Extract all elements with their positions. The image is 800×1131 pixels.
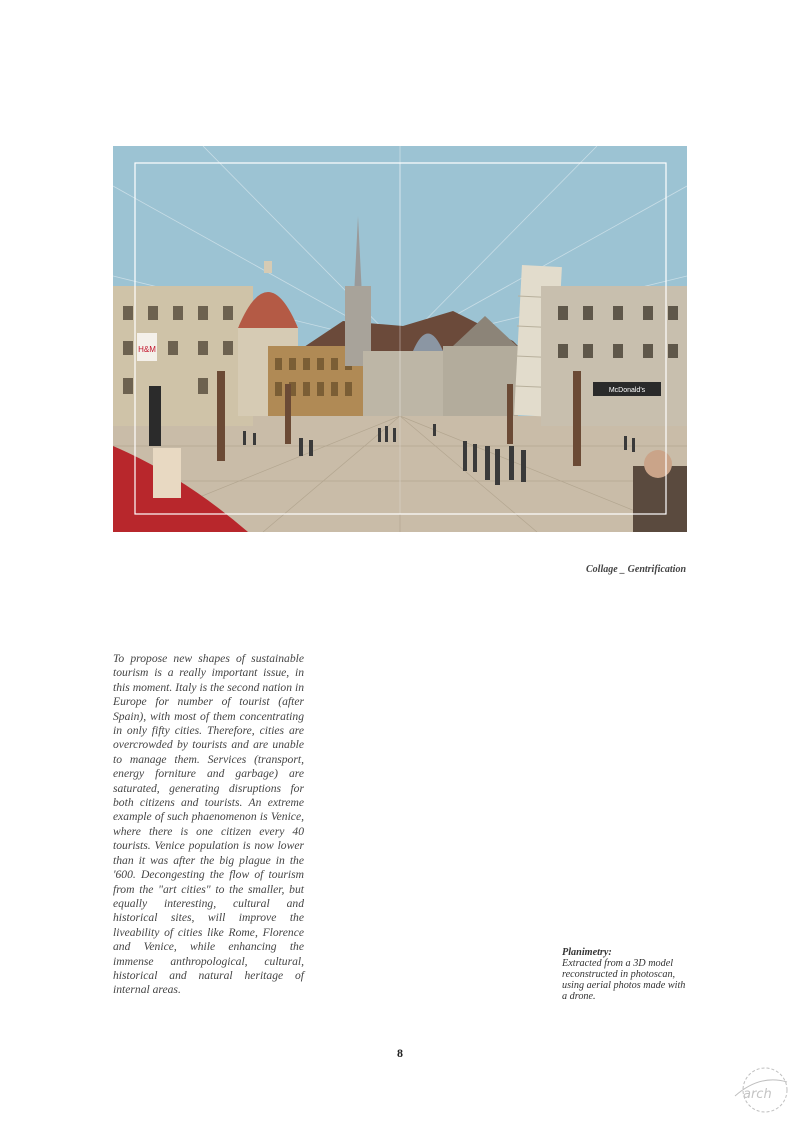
svg-text:McDonald's: McDonald's [608, 387, 646, 394]
watermark-logo [725, 1062, 795, 1122]
page-number: 8 [397, 1046, 403, 1060]
planimetry-title: Planimetry: [562, 947, 612, 958]
image-caption: Collage _ Gentrification [586, 564, 686, 575]
collage-image [113, 146, 687, 532]
body-paragraph: To propose new shapes of sustainable tourism is a really important issue, in this moment. Italy is the second nation in Europe for number of tourist (after Spain), with most of them concentrating in only fifty cities. Therefore, cities are overcrowded by tourists and are unable to manage them. Services (transport, energy forniture and garbage) are saturated, generating disruptions for both citizens and tourists. An extreme example of such phaenomenon is Venice, where there is one citizen every 40 tourists. Venice population is now lower than it was after the big plague in the '600. Decongesting the flow of tourism from the "art cities" to the smaller, but equally interesting, cultural and historical sites, will improve the liveability of cities like Rome, Florence and Venice, while enhancing the immense anthropological, cultural, historical and natural heritage of internal areas. [113, 652, 304, 997]
svg-text:H&M: H&M [138, 345, 156, 354]
planimetry-note [562, 947, 692, 1002]
planimetry-text: Extracted from a 3D model reconstructed in photoscan, using aerial photos made with a drone. [562, 958, 686, 1002]
svg-text:arch: arch [743, 1087, 772, 1102]
